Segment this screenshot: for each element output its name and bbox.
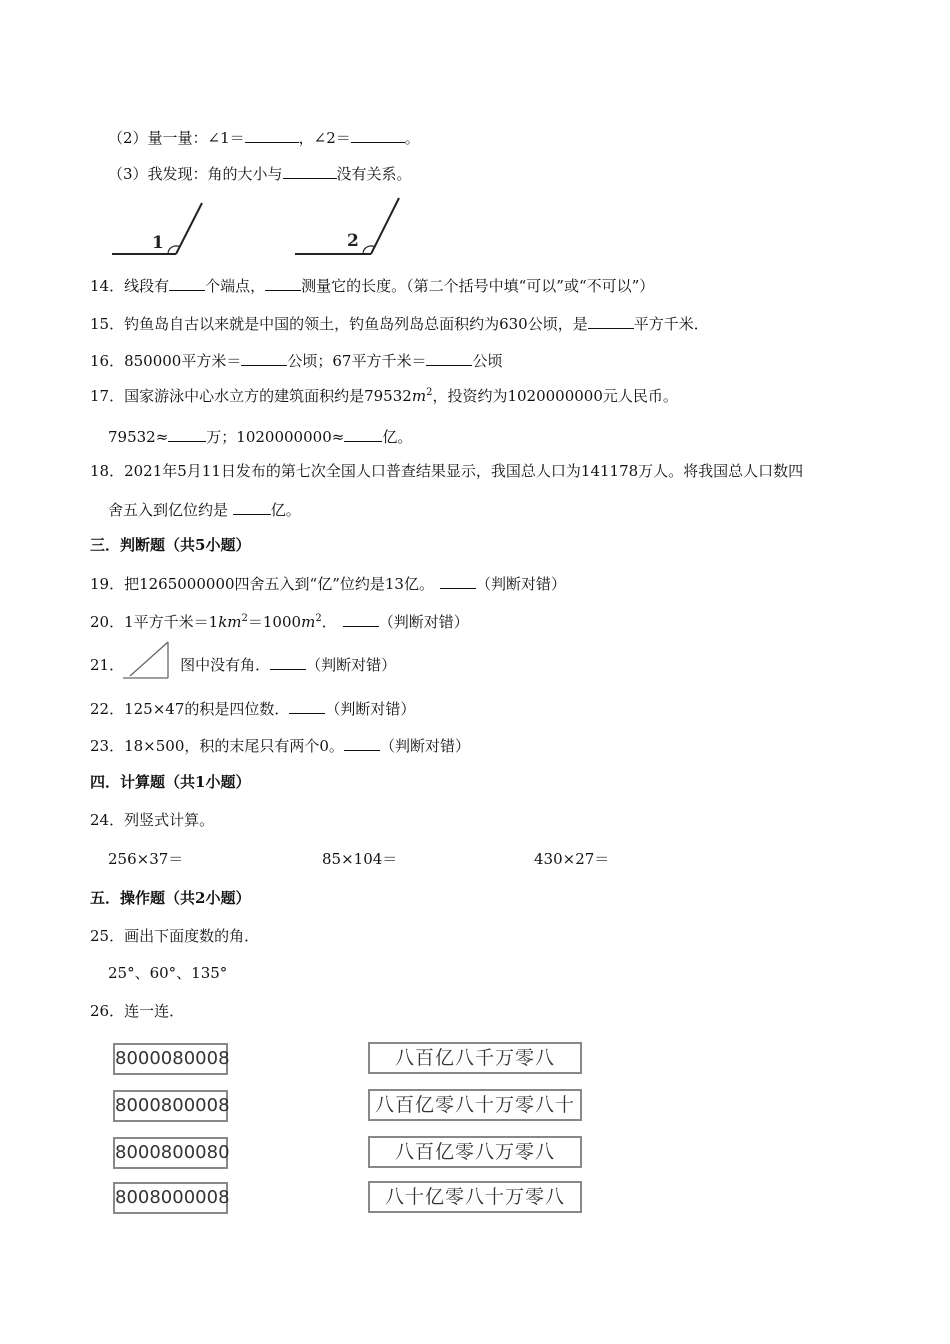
section-3-heading: 三．判断题（共5小题）: [90, 536, 251, 554]
reading-box-3[interactable]: 八百亿零八万零八: [368, 1136, 582, 1168]
answer-blank[interactable]: [265, 274, 301, 291]
angle-1-label: 1: [152, 233, 164, 253]
answer-blank[interactable]: [270, 653, 306, 670]
question-21: 21． 图中没有角． （判断对错）: [90, 653, 396, 675]
answer-blank[interactable]: [233, 498, 271, 515]
question-26: 26．连一连．: [90, 1002, 185, 1020]
calc-3: 430×27＝: [534, 850, 610, 868]
number-box-4[interactable]: 8008000008: [113, 1182, 228, 1214]
question-25: 25．画出下面度数的角．: [90, 927, 260, 945]
answer-blank[interactable]: [426, 349, 472, 366]
question-23: 23．18×500，积的末尾只有两个0。 （判断对错）: [90, 734, 470, 756]
section-4-heading: 四．计算题（共1小题）: [90, 773, 251, 791]
question-20: 20．1平方千米$=1km^2=1000m^2$． （判断对错）: [90, 610, 469, 632]
calc-1: 256×37＝: [108, 850, 184, 868]
answer-blank[interactable]: [343, 610, 379, 627]
question-17: 17．国家游泳中心水立方的建筑面积约是$79532m^2$，投资约为1020000000元人民币。: [90, 387, 678, 405]
answer-blank[interactable]: [169, 274, 205, 291]
q13-part2: （2）量一量：∠1＝ ，∠2＝ 。: [108, 126, 420, 148]
number-box-3[interactable]: 8000800080: [113, 1137, 228, 1169]
answer-blank[interactable]: [588, 312, 634, 329]
answer-blank[interactable]: [283, 162, 337, 179]
question-24: 24．列竖式计算。: [90, 811, 215, 829]
section-5-heading: 五．操作题（共2小题）: [90, 889, 251, 907]
answer-blank[interactable]: [351, 126, 405, 143]
answer-blank[interactable]: [344, 425, 382, 442]
reading-box-1[interactable]: 八百亿八千万零八: [368, 1042, 582, 1074]
angle-2-label: 2: [347, 231, 359, 251]
reading-box-2[interactable]: 八百亿零八十万零八十: [368, 1089, 582, 1121]
angle-1-figure: [112, 198, 207, 260]
calc-2: 85×104＝: [322, 850, 398, 868]
answer-blank[interactable]: [245, 126, 299, 143]
question-17-line2: 79532≈ 万；1020000000≈ 亿。: [108, 425, 412, 447]
triangle-figure: [120, 640, 172, 682]
angle-2-figure: [295, 196, 405, 260]
reading-box-4[interactable]: 八十亿零八十万零八: [368, 1181, 582, 1213]
number-box-1[interactable]: 8000080008: [113, 1043, 228, 1075]
question-25-angles: 25°、60°、135°: [108, 964, 228, 982]
answer-blank[interactable]: [168, 425, 206, 442]
question-16: 16．850000平方米＝ 公顷；67平方千米＝ 公顷: [90, 349, 502, 371]
number-box-2[interactable]: 8000800008: [113, 1090, 228, 1122]
answer-blank[interactable]: [440, 572, 476, 589]
answer-blank[interactable]: [241, 349, 287, 366]
question-15: 15．钓鱼岛自古以来就是中国的领土，钓鱼岛列岛总面积约为630公顷，是 平方千米．: [90, 312, 709, 334]
question-22: 22．125×47的积是四位数． （判断对错）: [90, 697, 415, 719]
question-19: 19．把1265000000四舍五入到“亿”位约是13亿。 （判断对错）: [90, 572, 566, 594]
answer-blank[interactable]: [289, 697, 325, 714]
answer-blank[interactable]: [344, 734, 380, 751]
question-14: 14．线段有 个端点， 测量它的长度。（第二个括号中填“可以”或“不可以”）: [90, 274, 654, 296]
q13-part3: （3）我发现：角的大小与 没有关系。: [108, 162, 412, 184]
question-18-line2: 舍五入到亿位约是 亿。: [108, 498, 301, 520]
question-18: 18．2021年5月11日发布的第七次全国人口普查结果显示，我国总人口为141178万人。将我国总人口数四: [90, 462, 804, 480]
